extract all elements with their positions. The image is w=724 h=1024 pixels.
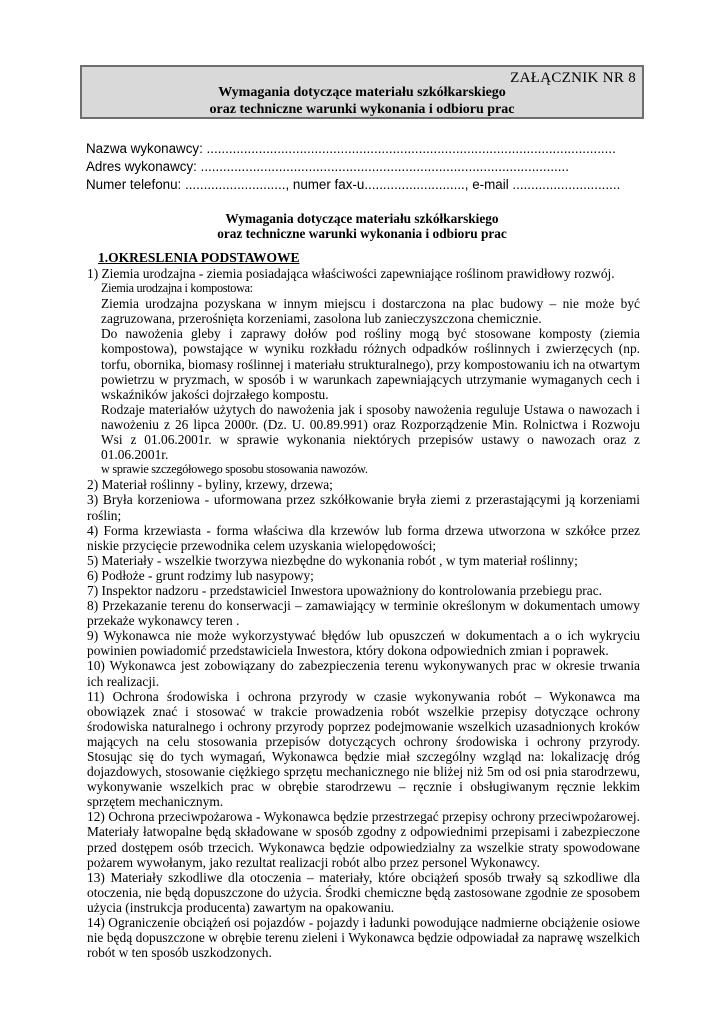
definition-1-paragraph-c-tail: w sprawie szczegółowego sposobu stosowania nawozów. [101,462,368,477]
definition-8: 8) Przekazanie terenu do konserwacji – zamawiający w terminie określonym w dokumentach umowy przekaże wykonawcy teren . [87,598,640,629]
header-title-line-1: Wymagania dotyczące materiału szkółkarskiego [218,85,506,100]
definition-14: 14) Ograniczenie obciążeń osi pojazdów - pojazdy i ładunki powodujące nadmierne obciążenie osiowe nie będą dopuszczone w obrębie terenu zieleni i Wykonawca będzie odpowiadał za naprawę wszelkich robót w ten sposób uszkodzonych. [87,915,640,961]
definition-6: 6) Podłoże - grunt rodzimy lub nasypowy; [87,567,314,583]
document-title-line-2: oraz techniczne warunki wykonania i odbioru prac [217,226,507,241]
section-heading: 1.OKRESLENIA PODSTAWOWE [98,250,300,265]
definition-2: 2) Materiał roślinny - byliny, krzewy, drzewa; [87,477,333,493]
header-title-line-2: oraz techniczne warunki wykonania i odbioru prac [209,102,515,117]
definition-10: 10) Wykonawca jest zobowiązany do zabezpieczenia terenu wykonywanych prac w okresie trwania ich realizacji. [87,658,640,689]
definition-1-paragraph-c: Rodzaje materiałów użytych do nawożenia jak i sposoby nawożenia reguluje Ustawa o nawozach i nawożeniu z 26 lipca 2000r. (Dz. U. 00.89.991) oraz Rozporządzenie Min. Rolnictwa i Rozwoju Wsi z 01.06.2001r. w sprawie wykonania niektórych przepisów ustawy o nawozach oraz z 01.06.2001r. [101,401,640,463]
contractor-name-line: Nazwa wykonawcy: .............................................................................................................. [86,141,616,156]
contractor-address-line: Adres wykonawcy: ................................................................................................... [86,159,569,174]
definition-9: 9) Wykonawca nie może wykorzystywać błędów lub opuszczeń w dokumentach a o ich wykryciu powinien powiadomić przedstawiciela Inwestora, który dokona odpowiednich zmian i poprawek. [87,628,640,659]
definition-1-paragraph-b: Do nawożenia gleby i zaprawy dołów pod rośliny mogą być stosowane komposty (ziemia kompostowa), powstające w wyniku rozkładu różnych odpadków roślinnych i zwierzęcych (np. torfu, obornika, biomasy roślinnej i materiału strukturalnego), przy kompostowaniu ich na otwartym powietrzu w pryzmach, w sposób i w warunkach zapewniających utrzymanie wymaganych cech i wskaźników jakości dojrzałego kompostu. [101,326,640,402]
definition-1: 1) Ziemia urodzajna - ziemia posiadająca właściwości zapewniające roślinom prawidłowy rozwój. [87,266,615,281]
definition-3: 3) Bryła korzeniowa - uformowana przez szkółkowanie bryła ziemi z przerastającymi ją korzeniami roślin; [87,492,640,523]
annex-header-box [80,65,644,119]
definition-4: 4) Forma krzewiasta - forma właściwa dla krzewów lub forma drzewa utworzona w szkółce przez niskie przycięcie przewodnika celem uzyskania wielopędowości; [87,522,640,553]
definition-7: 7) Inspektor nadzoru - przedstawiciel Inwestora upoważniony do kontrolowania przebiegu prac. [87,582,602,598]
definition-5: 5) Materiały - wszelkie tworzywa niezbędne do wykonania robót , w tym materiał roślinny; [87,552,578,568]
definition-1-paragraph-a: Ziemia urodzajna pozyskana w innym miejscu i dostarczona na plac budowy – nie może być zagruzowana, przerośnięta korzeniami, zasolona lub zanieczyszczona chemicznie. [101,296,640,327]
definition-13: 13) Materiały szkodliwe dla otoczenia – materiały, które obciążeń sposób trwały są szkodliwe dla otoczenia, nie będą dopuszczone do użycia. Środki chemiczne będą zastosowane zgodnie ze sposobem użycia (instrukcja producenta) zawartym na opakowaniu. [87,869,640,915]
document-body [87,266,640,960]
contractor-contact-line: Numer telefonu: ..........................., numer fax-u..........................., e-mail ............................. [86,177,621,192]
definition-12: 12) Ochrona przeciwpożarowa - Wykonawca będzie przestrzegać przepisy ochrony przeciwpożarowej. Materiały łatwopalne będą składowane w sposób zgodny z odpowiednimi przepisami i zabezpieczone przed dostępem osób trzecich. Wykonawca będzie odpowiedzialny za wszelkie straty spowodowane pożarem wywołanym, jako rezultat realizacji robót albo przez personel Wykonawcy. [87,809,640,870]
definition-11: 11) Ochrona środowiska i ochrona przyrody w czasie wykonywania robót – Wykonawca ma obowiązek znać i stosować w trakcie prowadzenia robót wszelkie przepisy dotyczące ochrony środowiska naturalnego i ochrony przyrody poprzez podejmowanie wszelkich uzasadnionych kroków mających na celu stosowania przepisów dotyczących ochrony środowiska i ochrony przyrody. Stosując się do tych wymagań, Wykonawca będzie miał szczególny wzgląd na: lokalizację dróg dojazdowych, stosowanie ciężkiego sprzętu mechanicznego nie bliżej niż 5m od osi pnia starodrzewu, wykonywanie wszelkich prac w obrębie starodrzewu – ręcznie i obsługiwanym ręcznie lekkim sprzętem mechanicznym. [87,688,640,810]
document-title-line-1: Wymagania dotyczące materiału szkółkarskiego [225,211,499,226]
annex-number: ZAŁĄCZNIK NR 8 [510,70,636,86]
definition-1-subtitle: Ziemia urodzajna i kompostowa: [101,281,253,296]
document-title [80,211,644,241]
contractor-details [86,140,646,194]
